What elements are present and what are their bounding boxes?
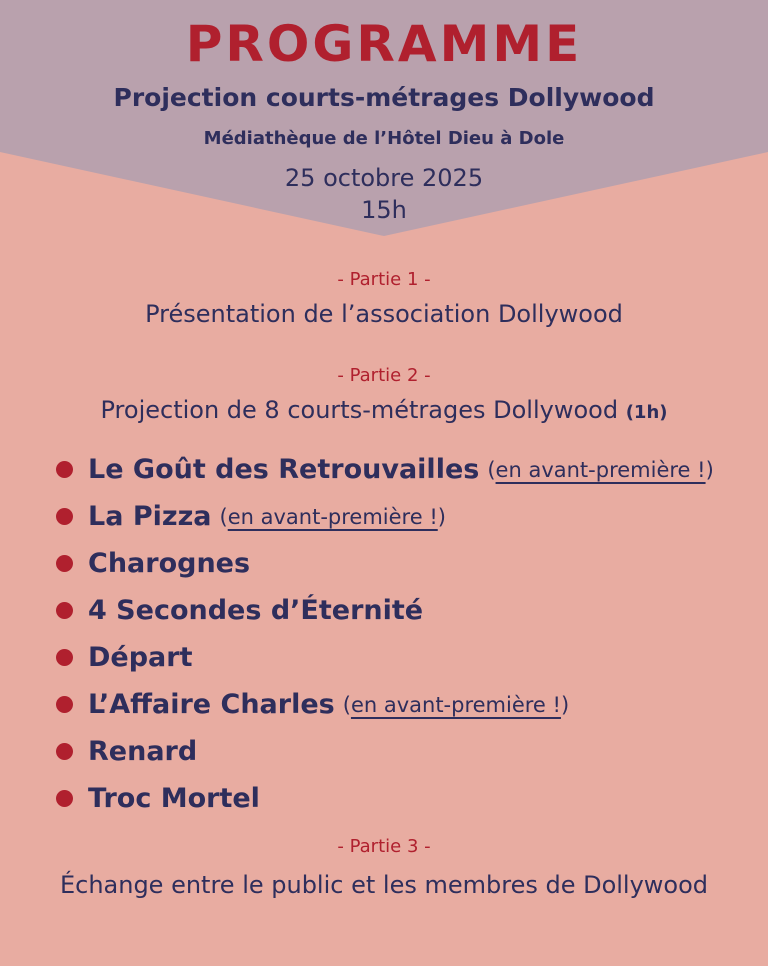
page-title: PROGRAMME [185, 15, 583, 73]
film-item [56, 634, 756, 681]
avant-premiere-note: en avant-première ! [495, 457, 706, 482]
avant-premiere-note: en avant-première ! [350, 692, 561, 717]
part-1-label: - Partie 1 - [337, 269, 431, 290]
bullet-dot-icon [56, 461, 73, 478]
bullet-dot-icon [56, 743, 73, 760]
bullet-dot-icon [56, 649, 73, 666]
part-1-description: Présentation de l’association Dollywood [145, 300, 623, 328]
bullet-dot-icon [56, 790, 73, 807]
note-close: ) [560, 692, 570, 717]
note-close: ) [705, 457, 714, 482]
film-title: Départ [88, 642, 193, 673]
film-title: L’Affaire Charles [88, 689, 335, 720]
film-item [56, 681, 756, 728]
film-note [487, 458, 713, 482]
event-subtitle: Projection courts-métrages Dollywood [113, 83, 655, 112]
film-title: 4 Secondes d’Éternité [88, 595, 424, 626]
part-2-label: - Partie 2 - [337, 365, 431, 386]
note-open: ( [219, 504, 228, 529]
film-title: Le Goût des Retrouvailles [88, 454, 480, 485]
note-open: ( [487, 457, 496, 482]
film-item [56, 540, 756, 587]
film-item [56, 728, 756, 775]
note-open: ( [342, 692, 351, 717]
film-item [56, 587, 756, 634]
part-2-description-text: Projection de 8 courts-métrages Dollywood [100, 396, 619, 424]
part-2-description [0, 394, 768, 429]
event-date: 25 octobre 2025 [284, 164, 484, 192]
bullet-dot-icon [56, 555, 73, 572]
event-time: 15h [361, 196, 407, 224]
film-item [56, 493, 756, 540]
film-note [220, 505, 446, 529]
avant-premiere-note: en avant-première ! [227, 504, 438, 529]
part-3-label: - Partie 3 - [337, 836, 431, 857]
note-close: ) [437, 504, 446, 529]
event-venue: Médiathèque de l’Hôtel Dieu à Dole [203, 128, 565, 149]
bullet-dot-icon [56, 696, 73, 713]
film-title: Troc Mortel [88, 783, 260, 814]
film-title: La Pizza [88, 501, 212, 532]
film-list [56, 446, 756, 822]
bullet-dot-icon [56, 508, 73, 525]
part-3-description: Échange entre le public et les membres de Dollywood [59, 871, 709, 899]
film-note [343, 693, 569, 717]
film-title: Charognes [88, 548, 251, 579]
film-title: Renard [88, 736, 198, 767]
film-item [56, 775, 756, 822]
film-item [56, 446, 756, 493]
part-2-duration: (1h) [625, 402, 668, 423]
bullet-dot-icon [56, 602, 73, 619]
